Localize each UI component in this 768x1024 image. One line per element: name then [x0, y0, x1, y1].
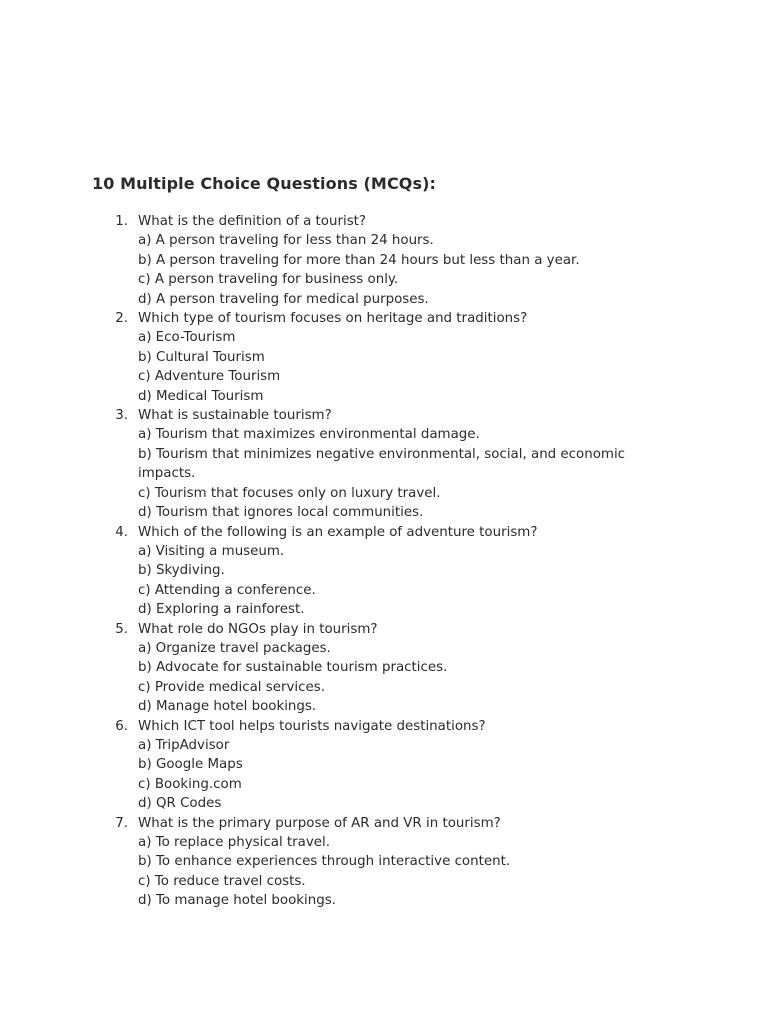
question-item	[0, 309, 768, 406]
question-item	[0, 212, 768, 309]
option-list	[138, 231, 638, 309]
question-item	[0, 406, 768, 522]
answer-option: b) A person traveling for more than 24 hours but less than a year.	[138, 252, 580, 268]
question-number: 2.	[115, 311, 128, 327]
question-number: 6.	[115, 718, 128, 734]
answer-option: c) Provide medical services.	[138, 679, 325, 695]
answer-option: b) Advocate for sustainable tourism practices.	[138, 660, 448, 676]
question-text: Which of the following is an example of adventure tourism?	[138, 524, 538, 540]
option-list	[138, 639, 638, 717]
answer-option: d) A person traveling for medical purposes.	[138, 291, 429, 307]
answer-option: d) To manage hotel bookings.	[138, 893, 336, 909]
question-text: What is the primary purpose of AR and VR in tourism?	[138, 815, 501, 831]
answer-option: c) Adventure Tourism	[138, 369, 281, 385]
answer-option: c) Attending a conference.	[138, 582, 316, 598]
question-text: What role do NGOs play in tourism?	[138, 621, 378, 637]
answer-option: c) Tourism that focuses only on luxury travel.	[138, 485, 441, 501]
answer-option: a) Organize travel packages.	[138, 640, 331, 656]
answer-option: c) Booking.com	[138, 776, 242, 792]
answer-option: d) QR Codes	[138, 796, 222, 812]
question-item	[0, 523, 768, 620]
question-number: 7.	[115, 815, 128, 831]
question-list	[0, 212, 768, 911]
answer-option: a) Visiting a museum.	[138, 543, 285, 559]
answer-option: c) A person traveling for business only.	[138, 272, 399, 288]
answer-option: a) To replace physical travel.	[138, 835, 331, 850]
question-number: 5.	[115, 621, 128, 637]
answer-option: b) Skydiving.	[138, 563, 225, 579]
question-text: Which type of tourism focuses on heritage and traditions?	[138, 311, 528, 327]
answer-option: a) Tourism that maximizes environmental damage.	[138, 427, 480, 443]
question-number: 3.	[115, 408, 128, 424]
option-list	[138, 833, 638, 911]
question-number: 1.	[115, 214, 128, 229]
answer-option: d) Tourism that ignores local communities.	[138, 505, 424, 521]
option-list	[138, 425, 638, 522]
answer-option: b) Google Maps	[138, 757, 243, 773]
question-text: Which ICT tool helps tourists navigate destinations?	[138, 718, 486, 734]
page-title: 10 Multiple Choice Questions (MCQs):	[92, 174, 437, 193]
answer-option: a) TripAdvisor	[138, 737, 230, 753]
question-number: 4.	[115, 524, 128, 540]
option-list	[138, 542, 638, 620]
question-item	[0, 620, 768, 717]
answer-option: b) Tourism that minimizes negative environmental, social, and economic impacts.	[138, 446, 626, 482]
answer-option: b) Cultural Tourism	[138, 349, 265, 365]
option-list	[138, 328, 638, 406]
question-text: What is the definition of a tourist?	[138, 214, 367, 229]
question-text: What is sustainable tourism?	[138, 408, 332, 424]
option-list	[138, 736, 638, 814]
answer-option: d) Medical Tourism	[138, 388, 264, 404]
answer-option: a) A person traveling for less than 24 hours.	[138, 233, 434, 249]
question-item	[0, 717, 768, 814]
answer-option: c) To reduce travel costs.	[138, 873, 306, 889]
answer-option: a) Eco-Tourism	[138, 330, 236, 346]
answer-option: d) Manage hotel bookings.	[138, 699, 317, 715]
answer-option: b) To enhance experiences through interactive content.	[138, 854, 511, 870]
question-item	[0, 814, 768, 911]
answer-option: d) Exploring a rainforest.	[138, 602, 305, 618]
